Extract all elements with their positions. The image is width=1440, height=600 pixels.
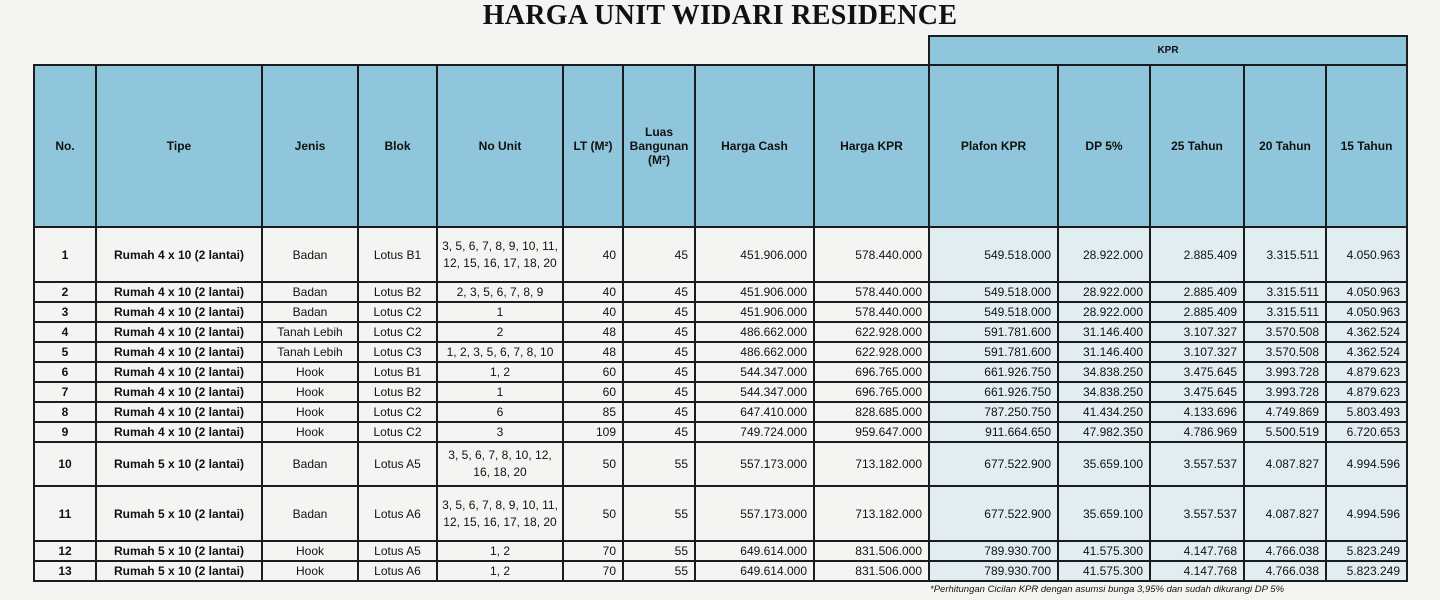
cell-jenis: Hook bbox=[262, 362, 358, 382]
cell-blok: Lotus C2 bbox=[358, 302, 437, 322]
cell-15-tahun: 4.994.596 bbox=[1326, 486, 1407, 541]
cell-jenis: Hook bbox=[262, 422, 358, 442]
cell-tipe: Rumah 4 x 10 (2 lantai) bbox=[96, 282, 262, 302]
cell-plafon-kpr: 549.518.000 bbox=[929, 282, 1058, 302]
cell-lt: 40 bbox=[563, 227, 623, 282]
cell-harga-kpr: 959.647.000 bbox=[814, 422, 929, 442]
col-header-luas-bangunan: Luas Bangunan (M²) bbox=[623, 65, 695, 227]
col-header-harga-kpr: Harga KPR bbox=[814, 65, 929, 227]
cell-harga-kpr: 622.928.000 bbox=[814, 342, 929, 362]
cell-harga-cash: 544.347.000 bbox=[695, 362, 814, 382]
cell-jenis: Tanah Lebih bbox=[262, 342, 358, 362]
cell-15-tahun: 4.994.596 bbox=[1326, 442, 1407, 486]
cell-lt: 48 bbox=[563, 322, 623, 342]
cell-no-unit: 2, 3, 5, 6, 7, 8, 9 bbox=[437, 282, 563, 302]
cell-tipe: Rumah 4 x 10 (2 lantai) bbox=[96, 402, 262, 422]
cell-25-tahun: 4.147.768 bbox=[1150, 561, 1244, 581]
cell-plafon-kpr: 911.664.650 bbox=[929, 422, 1058, 442]
cell-plafon-kpr: 661.926.750 bbox=[929, 382, 1058, 402]
cell-blok: Lotus C2 bbox=[358, 422, 437, 442]
col-header-jenis: Jenis bbox=[262, 65, 358, 227]
cell-dp: 41.434.250 bbox=[1058, 402, 1150, 422]
cell-lt: 85 bbox=[563, 402, 623, 422]
cell-no-unit: 6 bbox=[437, 402, 563, 422]
cell-harga-kpr: 578.440.000 bbox=[814, 302, 929, 322]
cell-15-tahun: 5.823.249 bbox=[1326, 541, 1407, 561]
cell-jenis: Hook bbox=[262, 561, 358, 581]
cell-lt: 60 bbox=[563, 362, 623, 382]
cell-20-tahun: 3.315.511 bbox=[1244, 227, 1326, 282]
col-header-25-tahun: 25 Tahun bbox=[1150, 65, 1244, 227]
cell-no: 4 bbox=[34, 322, 96, 342]
col-header-dp: DP 5% bbox=[1058, 65, 1150, 227]
cell-no-unit: 3, 5, 6, 7, 8, 9, 10, 11, 12, 15, 16, 17, 18, 20 bbox=[437, 227, 563, 282]
cell-harga-kpr: 713.182.000 bbox=[814, 486, 929, 541]
cell-25-tahun: 4.147.768 bbox=[1150, 541, 1244, 561]
cell-dp: 35.659.100 bbox=[1058, 442, 1150, 486]
cell-blok: Lotus B1 bbox=[358, 227, 437, 282]
cell-luas-bangunan: 45 bbox=[623, 322, 695, 342]
cell-dp: 28.922.000 bbox=[1058, 282, 1150, 302]
footnote: *Perhitungan Cicilan KPR dengan asumsi bunga 3,95% dan sudah dikurangi DP 5% bbox=[930, 584, 1285, 595]
cell-harga-cash: 557.173.000 bbox=[695, 442, 814, 486]
cell-no: 1 bbox=[34, 227, 96, 282]
cell-no-unit: 3, 5, 6, 7, 8, 9, 10, 11, 12, 15, 16, 17, 18, 20 bbox=[437, 486, 563, 541]
cell-tipe: Rumah 5 x 10 (2 lantai) bbox=[96, 486, 262, 541]
cell-plafon-kpr: 789.930.700 bbox=[929, 561, 1058, 581]
cell-no: 8 bbox=[34, 402, 96, 422]
cell-lt: 109 bbox=[563, 422, 623, 442]
cell-jenis: Tanah Lebih bbox=[262, 322, 358, 342]
col-header-blok: Blok bbox=[358, 65, 437, 227]
cell-luas-bangunan: 55 bbox=[623, 561, 695, 581]
cell-dp: 34.838.250 bbox=[1058, 362, 1150, 382]
cell-20-tahun: 5.500.519 bbox=[1244, 422, 1326, 442]
cell-20-tahun: 3.993.728 bbox=[1244, 362, 1326, 382]
cell-dp: 41.575.300 bbox=[1058, 561, 1150, 581]
cell-harga-cash: 649.614.000 bbox=[695, 541, 814, 561]
cell-blok: Lotus A6 bbox=[358, 561, 437, 581]
cell-15-tahun: 5.823.249 bbox=[1326, 561, 1407, 581]
cell-25-tahun: 3.557.537 bbox=[1150, 486, 1244, 541]
cell-20-tahun: 3.993.728 bbox=[1244, 382, 1326, 402]
cell-lt: 40 bbox=[563, 302, 623, 322]
cell-20-tahun: 4.766.038 bbox=[1244, 541, 1326, 561]
cell-harga-cash: 451.906.000 bbox=[695, 302, 814, 322]
cell-jenis: Hook bbox=[262, 541, 358, 561]
cell-no: 10 bbox=[34, 442, 96, 486]
cell-25-tahun: 3.557.537 bbox=[1150, 442, 1244, 486]
cell-lt: 60 bbox=[563, 382, 623, 402]
table-row bbox=[34, 541, 1407, 561]
cell-harga-cash: 544.347.000 bbox=[695, 382, 814, 402]
cell-15-tahun: 4.879.623 bbox=[1326, 362, 1407, 382]
cell-tipe: Rumah 4 x 10 (2 lantai) bbox=[96, 227, 262, 282]
col-header-20-tahun: 20 Tahun bbox=[1244, 65, 1326, 227]
col-header-no: No. bbox=[34, 65, 96, 227]
cell-harga-cash: 649.614.000 bbox=[695, 561, 814, 581]
cell-tipe: Rumah 4 x 10 (2 lantai) bbox=[96, 322, 262, 342]
col-header-harga-cash: Harga Cash bbox=[695, 65, 814, 227]
cell-25-tahun: 3.107.327 bbox=[1150, 322, 1244, 342]
table-row bbox=[34, 282, 1407, 302]
cell-plafon-kpr: 549.518.000 bbox=[929, 302, 1058, 322]
cell-20-tahun: 4.766.038 bbox=[1244, 561, 1326, 581]
cell-20-tahun: 3.570.508 bbox=[1244, 322, 1326, 342]
cell-plafon-kpr: 677.522.900 bbox=[929, 486, 1058, 541]
cell-plafon-kpr: 549.518.000 bbox=[929, 227, 1058, 282]
cell-lt: 50 bbox=[563, 486, 623, 541]
cell-25-tahun: 4.133.696 bbox=[1150, 402, 1244, 422]
cell-25-tahun: 3.107.327 bbox=[1150, 342, 1244, 362]
kpr-group-header: KPR bbox=[929, 36, 1407, 65]
cell-no: 12 bbox=[34, 541, 96, 561]
cell-15-tahun: 4.362.524 bbox=[1326, 342, 1407, 362]
cell-blok: Lotus B2 bbox=[358, 382, 437, 402]
cell-tipe: Rumah 4 x 10 (2 lantai) bbox=[96, 362, 262, 382]
cell-luas-bangunan: 55 bbox=[623, 486, 695, 541]
cell-20-tahun: 4.749.869 bbox=[1244, 402, 1326, 422]
cell-no-unit: 1 bbox=[437, 302, 563, 322]
cell-harga-kpr: 696.765.000 bbox=[814, 382, 929, 402]
cell-15-tahun: 4.050.963 bbox=[1326, 302, 1407, 322]
cell-blok: Lotus A5 bbox=[358, 442, 437, 486]
cell-no: 13 bbox=[34, 561, 96, 581]
cell-tipe: Rumah 4 x 10 (2 lantai) bbox=[96, 342, 262, 362]
cell-jenis: Hook bbox=[262, 402, 358, 422]
cell-15-tahun: 4.050.963 bbox=[1326, 227, 1407, 282]
cell-dp: 35.659.100 bbox=[1058, 486, 1150, 541]
cell-no-unit: 1, 2 bbox=[437, 362, 563, 382]
cell-no-unit: 3 bbox=[437, 422, 563, 442]
cell-15-tahun: 5.803.493 bbox=[1326, 402, 1407, 422]
cell-15-tahun: 4.050.963 bbox=[1326, 282, 1407, 302]
cell-15-tahun: 4.879.623 bbox=[1326, 382, 1407, 402]
cell-20-tahun: 3.315.511 bbox=[1244, 282, 1326, 302]
cell-harga-cash: 451.906.000 bbox=[695, 282, 814, 302]
cell-harga-kpr: 828.685.000 bbox=[814, 402, 929, 422]
col-header-15-tahun: 15 Tahun bbox=[1326, 65, 1407, 227]
cell-harga-cash: 557.173.000 bbox=[695, 486, 814, 541]
cell-luas-bangunan: 45 bbox=[623, 362, 695, 382]
table-row bbox=[34, 422, 1407, 442]
cell-jenis: Badan bbox=[262, 442, 358, 486]
cell-harga-kpr: 622.928.000 bbox=[814, 322, 929, 342]
cell-no: 7 bbox=[34, 382, 96, 402]
cell-dp: 28.922.000 bbox=[1058, 227, 1150, 282]
cell-blok: Lotus C2 bbox=[358, 322, 437, 342]
cell-no-unit: 1, 2 bbox=[437, 541, 563, 561]
cell-luas-bangunan: 45 bbox=[623, 402, 695, 422]
cell-no: 9 bbox=[34, 422, 96, 442]
cell-25-tahun: 3.475.645 bbox=[1150, 382, 1244, 402]
cell-20-tahun: 4.087.827 bbox=[1244, 442, 1326, 486]
cell-25-tahun: 2.885.409 bbox=[1150, 282, 1244, 302]
table-row bbox=[34, 322, 1407, 342]
cell-plafon-kpr: 789.930.700 bbox=[929, 541, 1058, 561]
cell-lt: 40 bbox=[563, 282, 623, 302]
cell-lt: 70 bbox=[563, 561, 623, 581]
col-header-tipe: Tipe bbox=[96, 65, 262, 227]
cell-plafon-kpr: 787.250.750 bbox=[929, 402, 1058, 422]
table-row bbox=[34, 486, 1407, 541]
cell-luas-bangunan: 45 bbox=[623, 422, 695, 442]
cell-25-tahun: 4.786.969 bbox=[1150, 422, 1244, 442]
price-table-body bbox=[34, 227, 1407, 581]
cell-tipe: Rumah 5 x 10 (2 lantai) bbox=[96, 442, 262, 486]
table-row bbox=[34, 362, 1407, 382]
price-table bbox=[33, 35, 1408, 582]
cell-plafon-kpr: 591.781.600 bbox=[929, 322, 1058, 342]
cell-harga-kpr: 831.506.000 bbox=[814, 541, 929, 561]
page-title: HARGA UNIT WIDARI RESIDENCE bbox=[482, 0, 958, 31]
cell-15-tahun: 4.362.524 bbox=[1326, 322, 1407, 342]
cell-20-tahun: 3.315.511 bbox=[1244, 302, 1326, 322]
cell-jenis: Badan bbox=[262, 302, 358, 322]
cell-blok: Lotus C3 bbox=[358, 342, 437, 362]
cell-25-tahun: 3.475.645 bbox=[1150, 362, 1244, 382]
cell-20-tahun: 4.087.827 bbox=[1244, 486, 1326, 541]
cell-tipe: Rumah 4 x 10 (2 lantai) bbox=[96, 422, 262, 442]
cell-luas-bangunan: 55 bbox=[623, 541, 695, 561]
table-row bbox=[34, 382, 1407, 402]
cell-jenis: Hook bbox=[262, 382, 358, 402]
cell-tipe: Rumah 4 x 10 (2 lantai) bbox=[96, 302, 262, 322]
cell-harga-cash: 451.906.000 bbox=[695, 227, 814, 282]
cell-no: 11 bbox=[34, 486, 96, 541]
cell-harga-cash: 647.410.000 bbox=[695, 402, 814, 422]
table-row bbox=[34, 402, 1407, 422]
cell-blok: Lotus B2 bbox=[358, 282, 437, 302]
cell-no-unit: 1, 2 bbox=[437, 561, 563, 581]
cell-lt: 48 bbox=[563, 342, 623, 362]
cell-no: 5 bbox=[34, 342, 96, 362]
cell-harga-kpr: 578.440.000 bbox=[814, 227, 929, 282]
cell-harga-kpr: 578.440.000 bbox=[814, 282, 929, 302]
col-header-plafon-kpr: Plafon KPR bbox=[929, 65, 1058, 227]
cell-luas-bangunan: 45 bbox=[623, 227, 695, 282]
cell-lt: 70 bbox=[563, 541, 623, 561]
cell-tipe: Rumah 4 x 10 (2 lantai) bbox=[96, 382, 262, 402]
cell-luas-bangunan: 45 bbox=[623, 302, 695, 322]
cell-harga-cash: 486.662.000 bbox=[695, 322, 814, 342]
cell-25-tahun: 2.885.409 bbox=[1150, 227, 1244, 282]
cell-dp: 31.146.400 bbox=[1058, 342, 1150, 362]
cell-25-tahun: 2.885.409 bbox=[1150, 302, 1244, 322]
cell-harga-cash: 749.724.000 bbox=[695, 422, 814, 442]
cell-jenis: Badan bbox=[262, 282, 358, 302]
cell-harga-cash: 486.662.000 bbox=[695, 342, 814, 362]
cell-no: 3 bbox=[34, 302, 96, 322]
cell-no: 6 bbox=[34, 362, 96, 382]
cell-no-unit: 2 bbox=[437, 322, 563, 342]
cell-blok: Lotus A5 bbox=[358, 541, 437, 561]
cell-harga-kpr: 831.506.000 bbox=[814, 561, 929, 581]
cell-luas-bangunan: 45 bbox=[623, 342, 695, 362]
cell-harga-kpr: 696.765.000 bbox=[814, 362, 929, 382]
cell-tipe: Rumah 5 x 10 (2 lantai) bbox=[96, 561, 262, 581]
cell-dp: 31.146.400 bbox=[1058, 322, 1150, 342]
cell-plafon-kpr: 661.926.750 bbox=[929, 362, 1058, 382]
cell-no-unit: 1, 2, 3, 5, 6, 7, 8, 10 bbox=[437, 342, 563, 362]
cell-plafon-kpr: 591.781.600 bbox=[929, 342, 1058, 362]
cell-no: 2 bbox=[34, 282, 96, 302]
cell-dp: 34.838.250 bbox=[1058, 382, 1150, 402]
cell-lt: 50 bbox=[563, 442, 623, 486]
cell-20-tahun: 3.570.508 bbox=[1244, 342, 1326, 362]
cell-dp: 47.982.350 bbox=[1058, 422, 1150, 442]
cell-tipe: Rumah 5 x 10 (2 lantai) bbox=[96, 541, 262, 561]
cell-luas-bangunan: 55 bbox=[623, 442, 695, 486]
cell-plafon-kpr: 677.522.900 bbox=[929, 442, 1058, 486]
cell-blok: Lotus A6 bbox=[358, 486, 437, 541]
table-row bbox=[34, 302, 1407, 322]
table-row bbox=[34, 342, 1407, 362]
cell-harga-kpr: 713.182.000 bbox=[814, 442, 929, 486]
cell-15-tahun: 6.720.653 bbox=[1326, 422, 1407, 442]
cell-dp: 28.922.000 bbox=[1058, 302, 1150, 322]
table-row bbox=[34, 227, 1407, 282]
cell-luas-bangunan: 45 bbox=[623, 382, 695, 402]
table-row bbox=[34, 442, 1407, 486]
col-header-lt: LT (M²) bbox=[563, 65, 623, 227]
col-header-no-unit: No Unit bbox=[437, 65, 563, 227]
cell-dp: 41.575.300 bbox=[1058, 541, 1150, 561]
table-row bbox=[34, 561, 1407, 581]
cell-blok: Lotus C2 bbox=[358, 402, 437, 422]
cell-jenis: Badan bbox=[262, 486, 358, 541]
cell-luas-bangunan: 45 bbox=[623, 282, 695, 302]
cell-blok: Lotus B1 bbox=[358, 362, 437, 382]
cell-no-unit: 1 bbox=[437, 382, 563, 402]
cell-no-unit: 3, 5, 6, 7, 8, 10, 12, 16, 18, 20 bbox=[437, 442, 563, 486]
header-spacer bbox=[34, 36, 929, 65]
cell-jenis: Badan bbox=[262, 227, 358, 282]
